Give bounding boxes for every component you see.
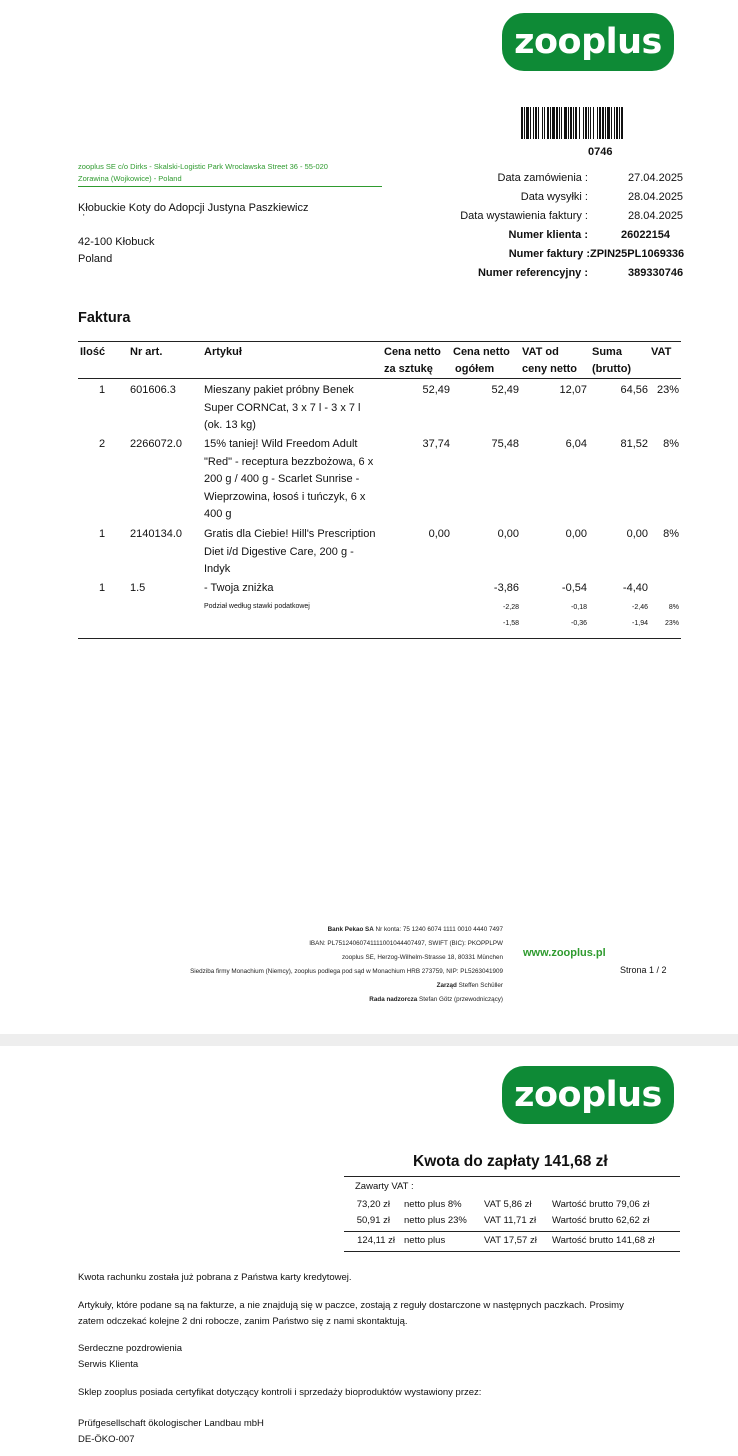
meta-value: ZPIN25PL1069336 (590, 248, 685, 260)
zooplus-logo: zooplus (502, 1066, 674, 1124)
footer-iban: IBAN: PL75124060741111001044407497, SWIFT (BIC): PKOPPLPW (309, 940, 503, 947)
cell-vat-rate: 8% (663, 528, 679, 540)
barcode-number: 0746 (588, 146, 613, 158)
footer-bank (328, 924, 503, 936)
amount-rule (344, 1176, 680, 1177)
meta-label: Data wysyłki : (520, 191, 588, 203)
footer-supervisory (369, 994, 503, 1006)
footer-supervisory-name: Stefan Götz (przewodniczący) (417, 996, 503, 1003)
delivery-note-line1: Artykuły, które podane są na fakturze, a nie znajdują się w paczce, zostają z reguły dostarczone w następnych paczkach. Prosimy (78, 1300, 624, 1311)
breakdown-vat: -0,18 (571, 604, 587, 611)
cell-net-total: -3,86 (493, 582, 519, 594)
page-separator (0, 1034, 738, 1046)
cell-article-number: 2140134.0 (130, 528, 182, 540)
meta-order-date (0, 172, 738, 188)
cell-desc-line: Diet i/d Digestive Care, 200 g - (204, 545, 354, 558)
cell-vat-rate: 8% (663, 438, 679, 450)
breakdown-label: Podział według stawki podatkowej (204, 603, 310, 610)
recipient-mark: ' (83, 213, 85, 222)
header-article: Artykuł (204, 346, 242, 358)
vat-bottom-rule (344, 1251, 680, 1252)
cell-qty: 2 (99, 438, 106, 450)
meta-label: Numer klienta : (508, 229, 588, 241)
cell-article-number: 2266072.0 (130, 438, 182, 450)
recipient-country: Poland (78, 253, 113, 265)
cell-vat: 0,00 (565, 528, 587, 540)
header-net-unit-2: za sztukę (384, 363, 433, 375)
footer-address: zooplus SE, Herzog-Wilhelm-Strasse 18, 80331 München (342, 954, 503, 961)
cell-net-total: 75,48 (491, 438, 519, 450)
cell-vat-rate: 23% (656, 384, 679, 396)
meta-label: Numer referencyjny : (477, 267, 588, 279)
meta-customer-number (0, 229, 738, 245)
vat-row-label: netto plus 23% (404, 1215, 467, 1226)
vat-total-vat: VAT 17,57 zł (484, 1235, 537, 1246)
header-net-total-2: ogółem (455, 363, 495, 375)
greeting-line2: Serwis Klienta (78, 1359, 139, 1370)
cell-net-total: 0,00 (497, 528, 519, 540)
meta-value: 28.04.2025 (628, 191, 684, 203)
footer-board-label: Zarząd (436, 982, 457, 989)
breakdown-net: -1,58 (503, 620, 519, 627)
breakdown-vat: -0,36 (571, 620, 587, 627)
cell-vat: -0,54 (561, 582, 587, 594)
cell-desc-line: "Red" - receptura bezzbożowa, 6 x (204, 455, 374, 468)
footer-board (437, 980, 503, 992)
vat-row-net: 73,20 zł (356, 1199, 390, 1210)
breakdown-net: -2,28 (503, 604, 519, 611)
recipient-name: Kłobuckie Koty do Adopcji Justyna Paszkiewicz (78, 202, 309, 214)
meta-value: 27.04.2025 (628, 172, 684, 184)
cell-net-unit: 37,74 (422, 438, 450, 450)
header-article-number: Nr art. (130, 346, 163, 358)
cell-desc-line: (ok. 13 kg) (204, 419, 256, 431)
vat-total-rule (344, 1231, 680, 1232)
footer-seat: Siedziba firmy Monachium (Niemcy), zooplus podlega pod sąd w Monachium HRB 273759, NIP: PL5263041909 (190, 968, 503, 975)
cell-qty: 1 (99, 384, 106, 396)
vat-total-gross: Wartość brutto 141,68 zł (552, 1235, 655, 1246)
header-gross-sum: Suma (592, 346, 622, 358)
header-net-unit: Cena netto (384, 346, 441, 358)
cell-gross: 0,00 (626, 528, 648, 540)
header-vat-amount: VAT od (522, 346, 559, 358)
cell-desc-line: Gratis dla Ciebie! Hill's Prescription (204, 528, 376, 540)
breakdown-gross: -2,46 (632, 604, 648, 611)
footer-website-link[interactable]: www.zooplus.pl (523, 947, 606, 959)
cell-net-total: 52,49 (491, 384, 519, 396)
cell-gross: 64,56 (620, 384, 648, 396)
greeting-line1: Serdeczne pozdrowienia (78, 1343, 183, 1354)
vat-row-label: netto plus 8% (404, 1199, 462, 1210)
vat-total-net: 124,11 zł (357, 1235, 395, 1246)
vat-row-net: 50,91 zł (356, 1215, 390, 1226)
table-bottom-rule (78, 638, 681, 639)
zooplus-logo: zooplus (502, 13, 674, 71)
cell-desc-line: 15% taniej! Wild Freedom Adult (204, 438, 358, 450)
meta-ship-date (0, 191, 738, 207)
meta-value: 28.04.2025 (628, 210, 684, 222)
header-gross-sum-2: (brutto) (592, 363, 632, 375)
breakdown-rate: 8% (668, 604, 679, 611)
vat-row-vat: VAT 11,71 zł (484, 1215, 537, 1226)
table-top-rule (78, 341, 681, 342)
cell-net-unit: 52,49 (422, 384, 450, 396)
cell-desc-line: 400 g (204, 508, 232, 520)
vat-included-label: Zawarty VAT : (355, 1181, 414, 1192)
footer-supervisory-label: Rada nadzorcza (369, 996, 418, 1003)
cell-desc-line: - Twoja zniżka (204, 582, 274, 594)
certifier-code: DE-ÖKO-007 (78, 1434, 135, 1445)
meta-label: Data zamówienia : (497, 172, 588, 184)
cell-vat: 12,07 (559, 384, 587, 396)
footer-bank-name: Bank Pekao SA (327, 926, 374, 933)
meta-invoice-date (0, 210, 738, 226)
table-header-rule (78, 378, 681, 379)
certificate-note: Sklep zooplus posiada certyfikat dotyczący kontroli i sprzedaży bioproduktów wystawiony przez: (78, 1387, 482, 1398)
delivery-note-line2: zatem odczekać kolejne 2 dni robocze, zanim Państwo się z nami skontaktują. (78, 1316, 408, 1327)
cell-article-number: 601606.3 (130, 384, 176, 396)
payment-note: Kwota rachunku została już pobrana z Państwa karty kredytowej. (78, 1272, 352, 1283)
barcode-bar (623, 107, 626, 139)
cell-gross: -4,40 (622, 582, 648, 594)
invoice-title: Faktura (78, 310, 131, 326)
recipient-city: 42-100 Kłobuck (78, 236, 155, 248)
meta-value: 26022154 (621, 229, 670, 241)
vat-row-gross: Wartość brutto 62,62 zł (552, 1215, 650, 1226)
cell-gross: 81,52 (620, 438, 648, 450)
vat-row-vat: VAT 5,86 zł (484, 1199, 532, 1210)
page-number: Strona 1 / 2 (620, 965, 667, 975)
footer-bank-account: Nr konta: 75 1240 6074 1111 0010 4440 7497 (373, 926, 503, 933)
sender-address-line2: Zorawina (Wojkowice) - Poland (78, 174, 182, 183)
meta-label: Numer faktury : (508, 248, 590, 260)
cell-desc-line: Wieprzowina, łosoś i tuńczyk, 6 x (204, 490, 366, 503)
cell-desc-line: 200 g / 400 g - Scarlet Sunrise - (204, 473, 360, 485)
meta-label: Data wystawienia faktury : (460, 210, 588, 222)
sender-address-line1: zooplus SE c/o Dirks - Skalski-Logistic Park Wroclawska Street 36 - 55-020 (78, 162, 328, 171)
meta-reference-number (0, 267, 738, 283)
cell-desc-line: Mieszany pakiet próbny Benek (204, 384, 354, 396)
header-net-total: Cena netto (453, 346, 510, 358)
vat-total-label: netto plus (404, 1235, 446, 1246)
cell-qty: 1 (99, 582, 106, 594)
vat-row-gross: Wartość brutto 79,06 zł (552, 1199, 650, 1210)
cell-net-unit: 0,00 (428, 528, 450, 540)
cell-desc-line: Super CORNCat, 3 x 7 l - 3 x 7 l (204, 401, 361, 414)
breakdown-rate: 23% (664, 620, 679, 627)
breakdown-gross: -1,94 (632, 620, 648, 627)
meta-value: 389330746 (628, 267, 684, 279)
cell-desc-line: Indyk (204, 563, 231, 575)
header-vat-rate: VAT (651, 346, 672, 358)
amount-due-title: Kwota do zapłaty 141,68 zł (413, 1153, 608, 1170)
cell-vat: 6,04 (565, 438, 587, 450)
footer-board-name: Steffen Schüller (456, 982, 503, 989)
barcode (521, 107, 679, 139)
certifier-name: Prüfgesellschaft ökologischer Landbau mbH (78, 1418, 264, 1429)
meta-invoice-number (0, 248, 738, 264)
cell-article-number: 1.5 (130, 582, 146, 594)
header-qty: Ilość (80, 346, 106, 358)
header-vat-amount-2: ceny netto (522, 363, 578, 375)
cell-qty: 1 (99, 528, 106, 540)
